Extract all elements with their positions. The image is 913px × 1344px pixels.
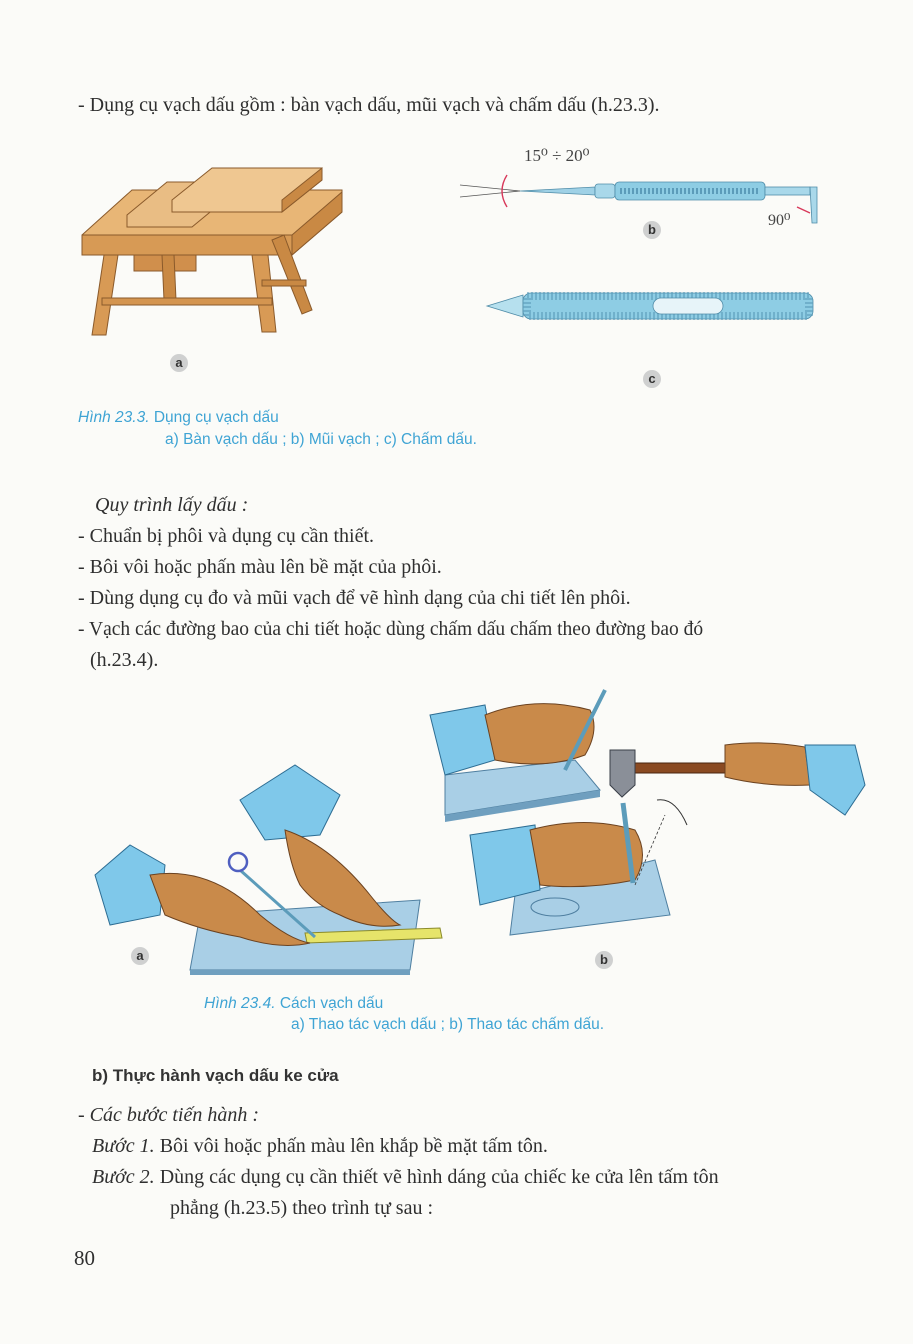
step-text: Bôi vôi hoặc phấn màu lên khắp bề mặt tấm tôn.: [159, 1135, 548, 1157]
caption-number: Hình 23.3.: [78, 409, 150, 426]
procedure-step-continued: (h.23.4).: [90, 649, 159, 671]
caption-title: Cách vạch dấu: [275, 995, 384, 1012]
procedure-step: - Dùng dụng cụ đo và mũi vạch để vẽ hình dạng của chi tiết lên phôi.: [78, 587, 631, 609]
procedure-step: - Bôi vôi hoặc phấn màu lên bề mặt của phôi.: [78, 556, 442, 578]
procedure-step: - Vạch các đường bao của chi tiết hoặc dùng chấm dấu chấm theo đường bao đó: [78, 619, 704, 640]
practice-heading: b) Thực hành vạch dấu ke cửa: [92, 1066, 339, 1085]
procedure-heading: Quy trình lấy dấu :: [95, 494, 249, 516]
practice-steps-heading: - Các bước tiến hành :: [78, 1104, 259, 1126]
practice-step-2-continued: phẳng (h.23.5) theo trình tự sau :: [170, 1197, 434, 1219]
step-label: Bước 2.: [92, 1166, 155, 1188]
step-text: Dùng các dụng cụ cần thiết vẽ hình dáng của chiếc ke cửa lên tấm tôn: [159, 1166, 719, 1188]
scribing-operation-illustration: [90, 765, 450, 975]
angle-label: 15⁰ ÷ 20⁰: [524, 146, 590, 165]
figure-23-4-subcaption: a) Thao tác vạch dấu ; b) Thao tác chấm dấu.: [291, 1016, 605, 1033]
procedure-step: - Chuẩn bị phôi và dụng cụ cần thiết.: [78, 525, 375, 547]
intro-text: - Dụng cụ vạch dấu gồm : bàn vạch dấu, mũi vạch và chấm dấu (h.23.3).: [78, 94, 660, 116]
marking-table-illustration: [72, 160, 352, 345]
figure-label-b: b: [643, 221, 661, 239]
figure-23-3-caption: [78, 407, 279, 428]
practice-step-1: [92, 1131, 548, 1162]
figure-label-a-2: a: [131, 947, 149, 965]
figure-label-a: a: [170, 354, 188, 372]
practice-step-2: [92, 1162, 719, 1193]
caption-title: Dụng cụ vạch dấu: [149, 409, 279, 426]
punching-operation-illustration: [425, 685, 875, 945]
figure-label-b-2: b: [595, 951, 613, 969]
step-label: Bước 1.: [92, 1135, 155, 1157]
figure-23-3-subcaption: a) Bàn vạch dấu ; b) Mũi vạch ; c) Chấm dấu.: [165, 431, 477, 448]
caption-number: Hình 23.4.: [204, 995, 276, 1012]
page-number: 80: [74, 1246, 95, 1270]
figure-label-c: c: [643, 370, 661, 388]
right-angle-label: 90⁰: [768, 212, 791, 229]
center-punch-illustration: [485, 285, 825, 327]
figure-23-4-caption: [204, 993, 383, 1014]
